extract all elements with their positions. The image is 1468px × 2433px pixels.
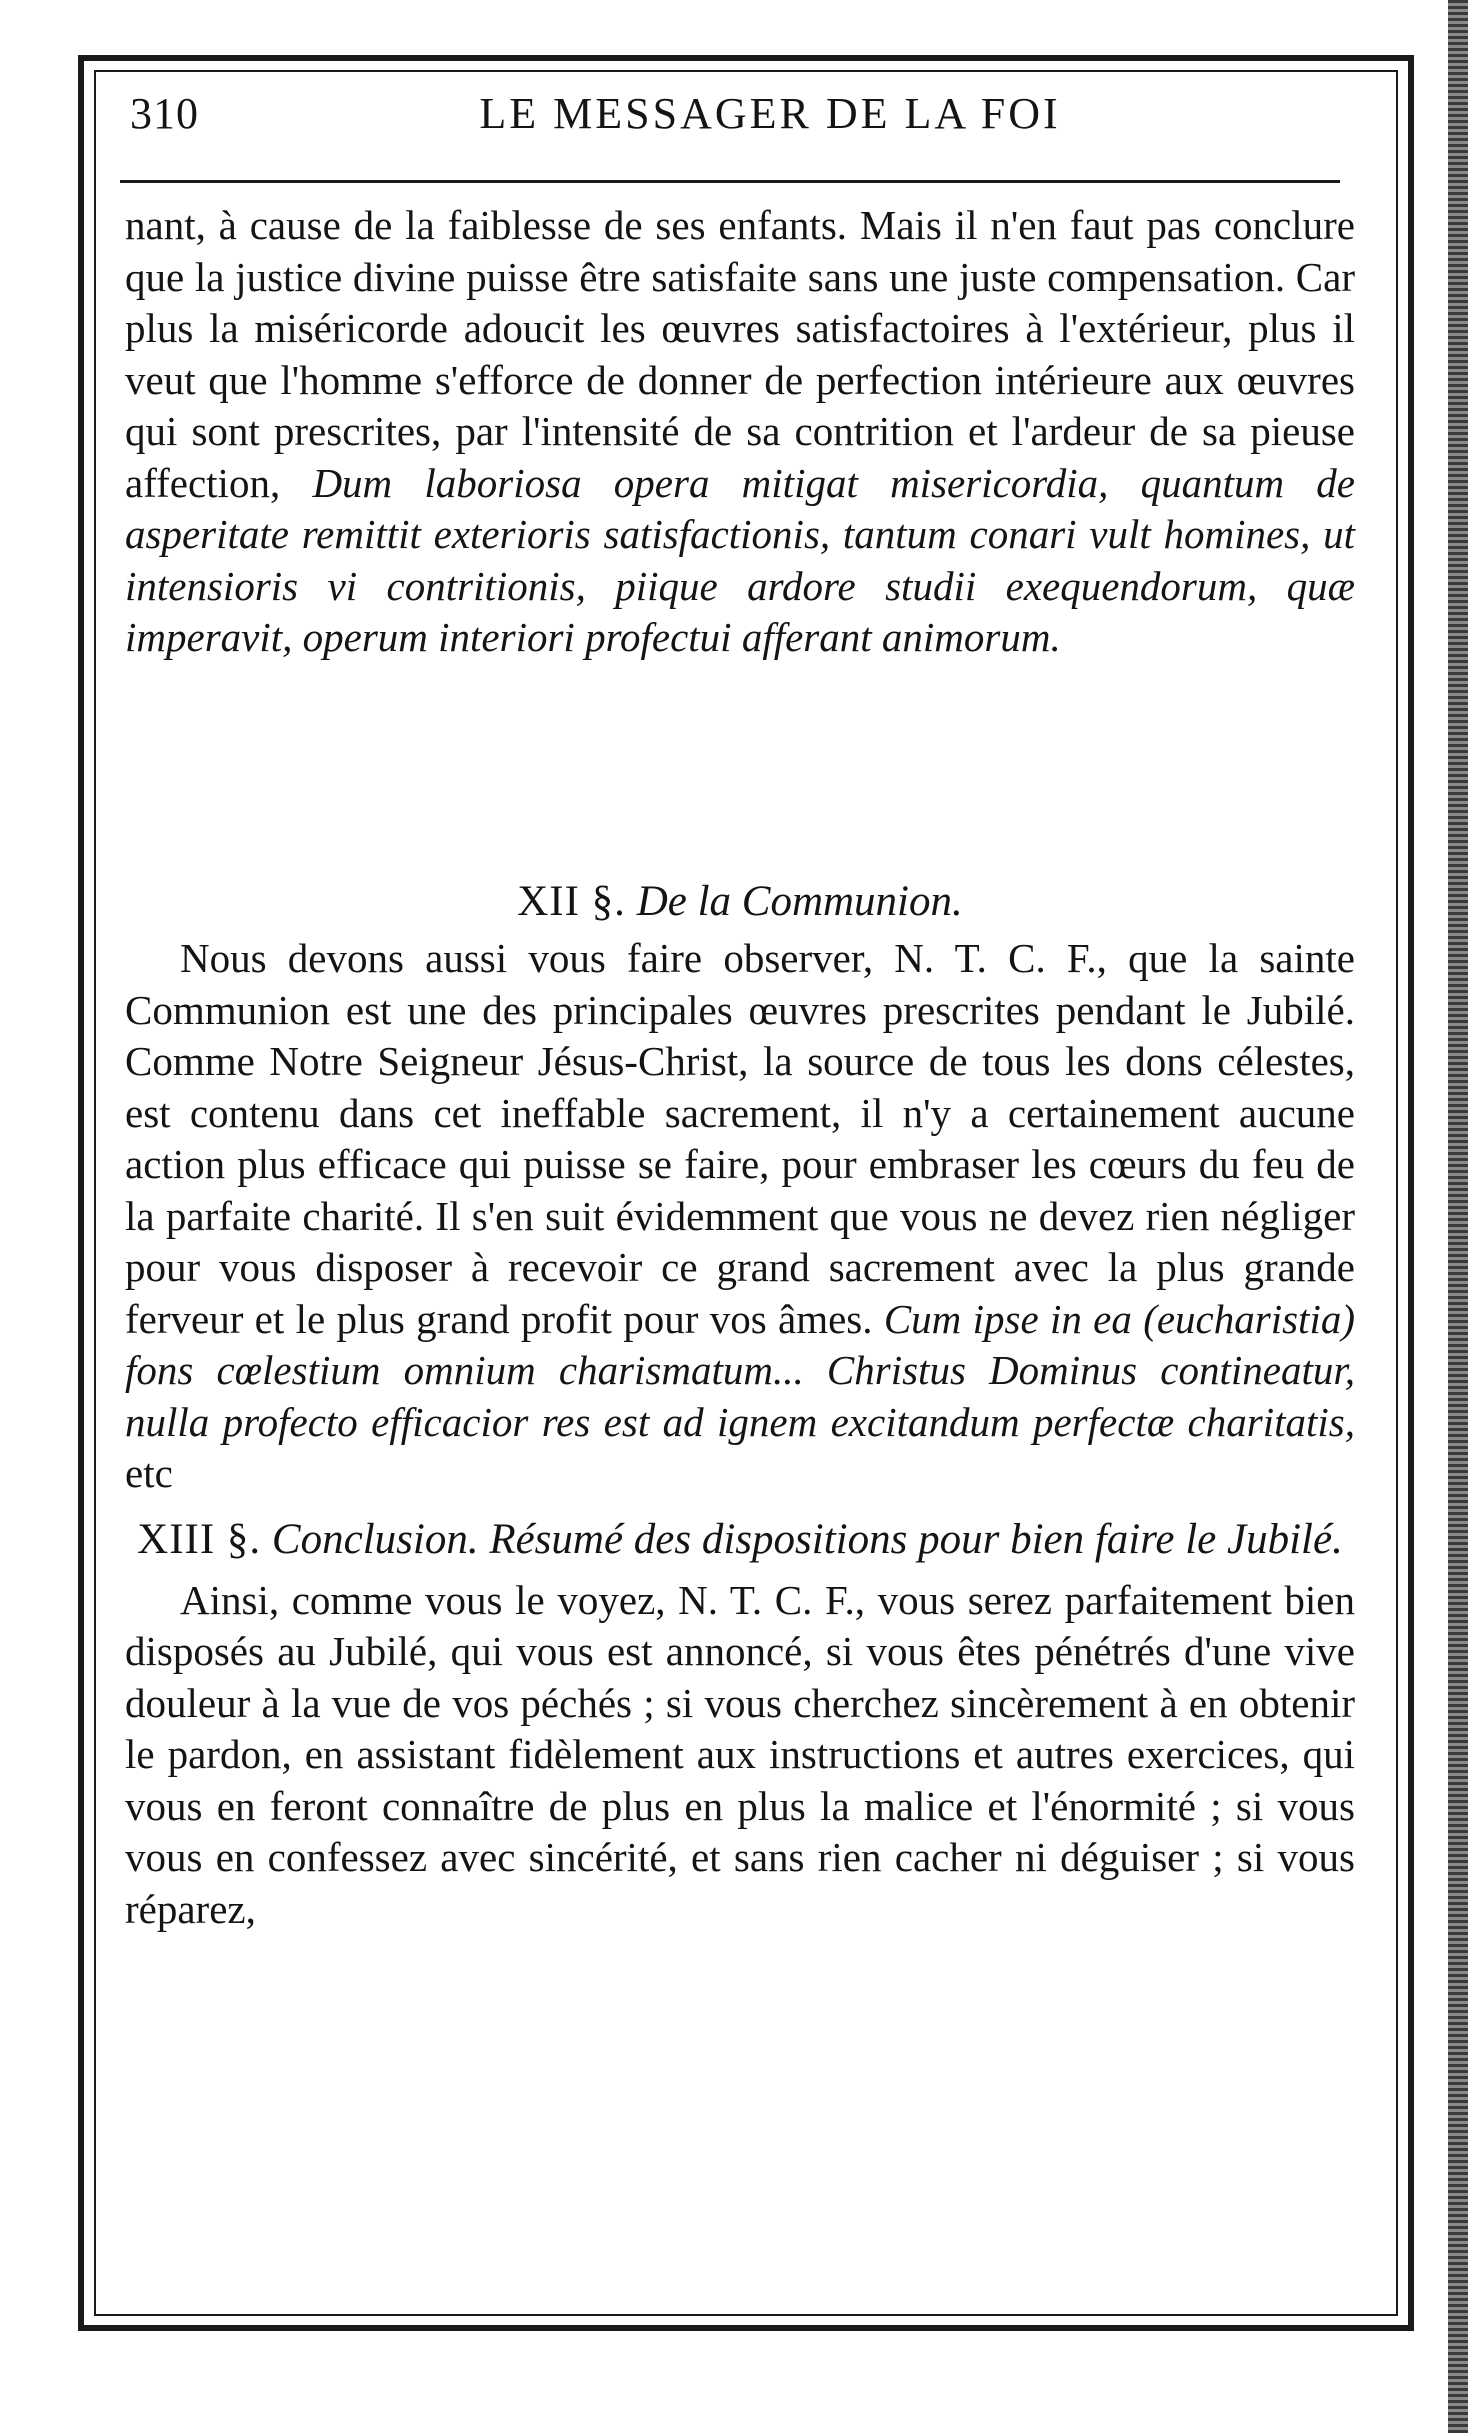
section-title: Conclusion. Résumé des dispositions pour bien faire le Jubilé. [271,1515,1343,1563]
paragraph-text: Nous devons aussi vous faire observer, N. T. C. F., que la sainte Communion est une des principales œuvres prescrites pendant le Jubilé. Comme Notre Seigneur Jésus-Christ, la source de tous les dons célestes, est contenu dans cet ineffable sacrement, il n'y a certainement aucune action plus efficace qui puisse se faire, pour embraser les cœurs du feu de la parfaite charité. Il s'en suit évidemment que vous ne devez rien négliger pour vous disposer à recevoir ce grand sacrement avec la plus grande ferveur et le plus grand profit pour vos âmes. [125,935,1355,1342]
page-header [125,80,1375,150]
text-block-lower [125,870,1355,1935]
latin-quotation: Cum ipse in ea (eucharistia) fons cœlestium omnium charismatum... Christus Dominus contineatur, nulla profecto efficacior res est ad ignem excitandum perfectæ charitatis, [125,1295,1355,1445]
paragraph-text: Ainsi, comme vous le voyez, N. T. C. F., vous serez parfaitement bien disposés au Jubilé, qui vous est annoncé, si vous êtes pénétrés d'une vive douleur à la vue de vos péchés ; si vous cherchez sincèrement à en obtenir le pardon, en assistant fidèlement aux instructions et autres exercices, qui vous en feront connaître de plus en plus la malice et l'énormité ; si vous vous en confessez avec sincérité, et sans rien cacher ni déguiser ; si vous réparez, [125,1576,1355,1932]
paragraph-penance [125,200,1355,664]
section-title: De la Communion. [636,878,963,925]
text-block-upper [125,200,1355,664]
running-title: LE MESSAGER DE LA FOI [479,89,1061,138]
latin-quotation: Dum laboriosa opera mitigat misericordia, quantum de asperitate remittit exterioris satisfactionis, tantum conari vult homines, ut intensioris vi contritionis, piique ardore studii exequendorum, quæ imperavit, operum interiori profectui afferant animorum. [125,459,1355,660]
paragraph-text: nant, à cause de la faiblesse de ses enfants. Mais il n'en faut pas conclure que la justice divine puisse être satisfaite sans une juste compensation. Car plus la miséricorde adoucit les œuvres satisfactoires à l'extérieur, plus il veut que l'homme s'efforce de donner de perfection intérieure aux œuvres qui sont prescrites, par l'intensité de sa contrition et l'ardeur de sa pieuse affection, [125,202,1355,506]
paragraph-tail: etc [125,1450,173,1496]
page-number: 310 [130,89,199,138]
section-heading-conclusion [125,1514,1355,1565]
section-heading-communion [125,876,1355,927]
paragraph-conclusion [125,1575,1355,1936]
section-number: XIII §. [137,1515,262,1563]
scan-edge [1448,0,1468,2433]
header-rule [120,180,1340,183]
paragraph-communion [125,933,1355,1500]
section-number: XII §. [517,878,626,925]
